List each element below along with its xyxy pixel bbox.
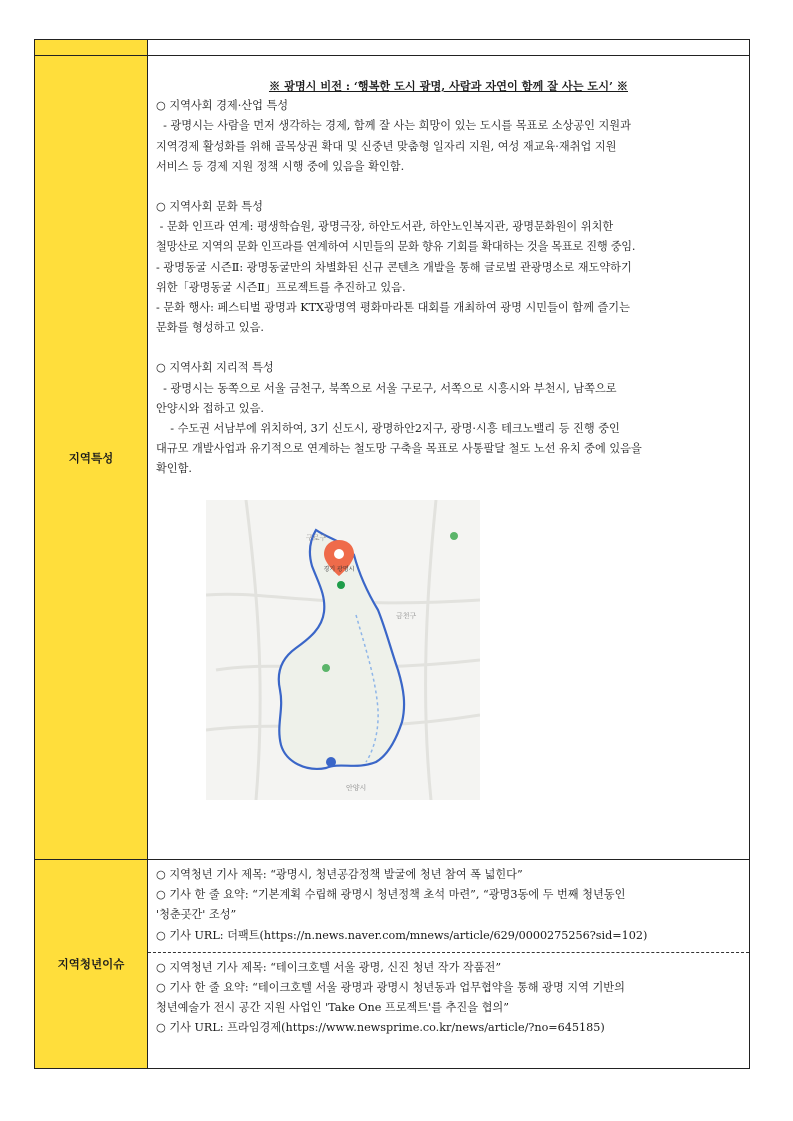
article-2 [148, 953, 749, 1045]
article-url: ○ 기사 URL: 프라임경제(https://www.newsprime.co.kr/news/article/?no=645185) [156, 1021, 605, 1035]
document-sheet [34, 39, 750, 1069]
youth-content [148, 860, 750, 1069]
pin-label: 경기 광명시 [323, 565, 355, 573]
geography-line: 대규모 개발사업과 유기적으로 연계하는 철도망 구축을 목표로 사통팔달 철도 노선 유치 중에 있음을 [156, 442, 642, 456]
spacer [156, 338, 741, 358]
culture-line: 위한「광명동굴 시즌Ⅱ」프로젝트를 추진하고 있음. [156, 280, 406, 294]
geography-line: - 수도권 서남부에 위치하여, 3기 신도시, 광명하안2지구, 광명·시흥 테크노밸리 등 진행 중인 [156, 422, 620, 436]
geography-line: 안양시와 접하고 있음. [156, 401, 264, 415]
economy-line: 지역경제 활성화를 위해 골목상권 확대 및 신중년 맞춤형 일자리 지원, 여성 재교육·재취업 지원 [156, 139, 617, 153]
header-row [35, 40, 750, 56]
city-hall-marker [337, 581, 345, 589]
spacer [156, 177, 741, 197]
park-marker [322, 664, 330, 672]
youth-row [35, 860, 750, 1069]
region-row [35, 56, 750, 860]
region-label: 지역특성 [35, 56, 148, 860]
culture-line: - 문화 인프라 연계: 평생학습원, 광명극장, 하안도서관, 하안노인복지관, 광명문화원이 위치한 [156, 220, 614, 234]
culture-line: 철망산로 지역의 문화 인프라를 연계하여 시민들의 문화 향유 기회를 확대하는 것을 목표로 진행 중임. [156, 240, 636, 254]
region-content [148, 56, 750, 860]
culture-line: - 광명동굴 시즌Ⅱ: 광명동굴만의 차별화된 신규 콘텐츠 개발을 통해 글로벌 관광명소로 재도약하기 [156, 260, 632, 274]
header-label-cell [35, 40, 148, 56]
city-vision: ※ 광명시 비전 : ‘행복한 도시 광명, 사람과 자연이 함께 잘 사는 도시’ ※ [268, 79, 628, 93]
article-title: ○ 지역청년 기사 제목: “테이크호텔 서울 광명, 신진 청년 작가 작품전” [156, 960, 502, 974]
header-content-cell [148, 40, 750, 56]
article-summary: 청년예술가 전시 공간 지원 사업인 'Take One 프로젝트'를 추진을 협의” [156, 1001, 509, 1015]
report-table [34, 39, 750, 1069]
article-summary: ○ 기사 한 줄 요약: “테이크호텔 서울 광명과 광명시 청년동과 업무협약을 통해 광명 지역 기반의 [156, 981, 625, 995]
article-summary: ○ 기사 한 줄 요약: “기본계획 수립해 광명시 청년정책 초석 마련”, “광명3동에 두 번째 청년동인 [156, 888, 626, 902]
economy-block [156, 96, 741, 177]
poi-marker [450, 532, 458, 540]
economy-line: 서비스 등 경제 지원 정책 시행 중에 있음을 확인함. [156, 159, 405, 173]
economy-line: - 광명시는 사람을 먼저 생각하는 경제, 함께 잘 사는 희망이 있는 도시를 목표로 소상공인 지원과 [156, 119, 631, 133]
youth-label: 지역청년이슈 [35, 860, 148, 1069]
bottom-rule [34, 1068, 750, 1069]
article-summary: '청춘곳간' 조성” [156, 908, 237, 922]
culture-line: - 문화 행사: 페스티벌 광명과 KTX광명역 평화마라톤 대회를 개최하여 광명 시민들이 함께 즐기는 [156, 301, 630, 315]
geography-line: 확인함. [156, 462, 192, 476]
place-label: 안양시 [346, 783, 367, 792]
economy-heading: ○ 지역사회 경제·산업 특성 [156, 99, 289, 113]
place-label: 금천구 [396, 611, 417, 620]
culture-block [156, 197, 741, 338]
geography-block [156, 358, 741, 479]
place-label: 구로구 [306, 533, 327, 542]
city-map [206, 500, 480, 800]
highway-marker [326, 757, 336, 767]
map-svg [206, 500, 480, 800]
geography-heading: ○ 지역사회 지리적 특성 [156, 361, 274, 375]
article-title: ○ 지역청년 기사 제목: “광명시, 청년공감정책 발굴에 청년 참여 폭 넓힌다” [156, 868, 523, 881]
article-1 [148, 860, 749, 953]
culture-line: 문화를 형성하고 있음. [156, 321, 264, 335]
culture-heading: ○ 지역사회 문화 특성 [156, 200, 263, 214]
article-url: ○ 기사 URL: 더팩트(https://n.news.naver.com/mnews/article/629/0000275256?sid=102) [156, 928, 648, 942]
geography-line: - 광명시는 동쪽으로 서울 금천구, 북쪽으로 서울 구로구, 서쪽으로 시흥시와 부천시, 남쪽으로 [156, 381, 617, 395]
